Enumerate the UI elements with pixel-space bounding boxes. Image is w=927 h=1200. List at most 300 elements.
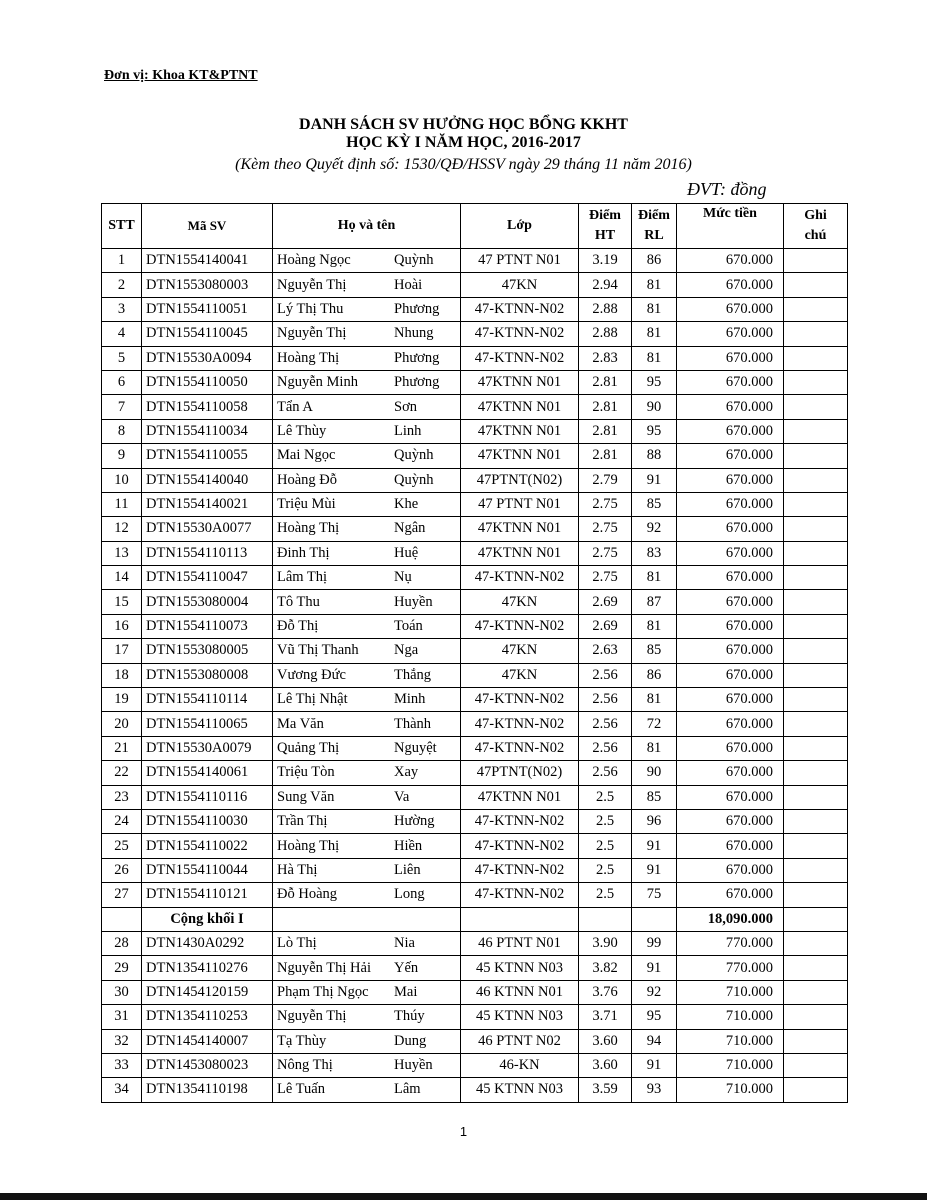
cell-ghichu xyxy=(784,663,848,687)
cell-ghichu xyxy=(784,1029,848,1053)
table-row xyxy=(102,346,848,370)
cell-lop: 47KTNN N01 xyxy=(461,419,579,443)
cell-stt: 9 xyxy=(102,444,142,468)
header-ghichu xyxy=(784,204,848,249)
cell-ho: Hoàng Đỗ xyxy=(277,471,338,488)
cell-diem-ht: 2.88 xyxy=(579,322,632,346)
cell-ghichu xyxy=(784,297,848,321)
cell-ten: Thắng xyxy=(394,666,432,683)
cell-diem-ht: 3.19 xyxy=(579,249,632,273)
cell-ten: Ngân xyxy=(394,520,426,537)
cell-lop: 47KN xyxy=(461,639,579,663)
cell-diem-rl: 92 xyxy=(632,980,677,1004)
cell-ghichu xyxy=(784,834,848,858)
cell-masv: DTN1553080004 xyxy=(142,590,273,614)
cell-diem-ht: 2.56 xyxy=(579,663,632,687)
cell-ho: Đinh Thị xyxy=(277,544,330,561)
cell-ten: Quỳnh xyxy=(394,252,434,269)
cell-muctien: 770.000 xyxy=(677,931,784,955)
cell-ghichu xyxy=(784,492,848,516)
cell-diem-ht: 2.94 xyxy=(579,273,632,297)
table-row xyxy=(102,834,848,858)
table-row xyxy=(102,883,848,907)
subtotal-row xyxy=(102,907,848,931)
cell-ho: Quảng Thị xyxy=(277,740,340,756)
cell-diem-ht: 2.5 xyxy=(579,834,632,858)
subtotal-note-cell xyxy=(784,907,848,931)
cell-diem-ht: 2.75 xyxy=(579,566,632,590)
cell-stt: 31 xyxy=(102,1005,142,1029)
cell-ho: Tẩn A xyxy=(277,398,313,415)
cell-lop: 45 KTNN N03 xyxy=(461,1078,579,1102)
cell-ho: Đỗ Thị xyxy=(277,618,319,635)
subtotal-empty-cell xyxy=(632,907,677,931)
cell-muctien: 710.000 xyxy=(677,1029,784,1053)
subtotal-amount: 18,090.000 xyxy=(677,907,784,931)
cell-hoten xyxy=(273,468,461,492)
cell-ghichu xyxy=(784,444,848,468)
header-lop: Lớp xyxy=(461,204,579,249)
cell-hoten xyxy=(273,883,461,907)
currency-unit: ĐVT: đồng xyxy=(687,179,767,199)
cell-diem-rl: 81 xyxy=(632,736,677,760)
cell-diem-ht: 2.69 xyxy=(579,590,632,614)
cell-ten: Linh xyxy=(394,422,422,439)
header-diem-ht xyxy=(579,204,632,249)
cell-diem-rl: 75 xyxy=(632,883,677,907)
cell-masv: DTN1554110055 xyxy=(142,444,273,468)
cell-hoten xyxy=(273,273,461,297)
cell-muctien: 670.000 xyxy=(677,566,784,590)
cell-masv: DTN1554110050 xyxy=(142,370,273,394)
cell-ten: Yến xyxy=(394,959,419,976)
cell-stt: 14 xyxy=(102,566,142,590)
cell-masv: DTN1554140040 xyxy=(142,468,273,492)
cell-ten: Hiền xyxy=(394,837,423,854)
cell-ho: Nguyễn Thị xyxy=(277,276,347,293)
cell-lop: 47-KTNN-N02 xyxy=(461,346,579,370)
cell-hoten xyxy=(273,931,461,955)
cell-masv: DTN1554110116 xyxy=(142,785,273,809)
cell-hoten xyxy=(273,712,461,736)
cell-hoten xyxy=(273,858,461,882)
cell-diem-ht: 2.56 xyxy=(579,688,632,712)
cell-muctien: 670.000 xyxy=(677,761,784,785)
cell-masv: DTN1554110045 xyxy=(142,322,273,346)
cell-muctien: 670.000 xyxy=(677,590,784,614)
cell-lop: 47-KTNN-N02 xyxy=(461,834,579,858)
cell-muctien: 670.000 xyxy=(677,858,784,882)
cell-hoten xyxy=(273,663,461,687)
cell-diem-rl: 81 xyxy=(632,688,677,712)
subtotal-empty-cell xyxy=(579,907,632,931)
cell-ten: Dung xyxy=(394,1032,427,1049)
header-ghichu-line2: chú xyxy=(804,228,827,243)
header-diem-rl-line1: Điểm xyxy=(638,208,670,223)
cell-masv: DTN1554110065 xyxy=(142,712,273,736)
cell-ho: Nguyễn Thị xyxy=(277,1008,347,1025)
cell-ghichu xyxy=(784,688,848,712)
header-diem-rl-line2: RL xyxy=(644,228,664,243)
cell-stt: 18 xyxy=(102,663,142,687)
cell-ho: Hoàng Ngọc xyxy=(277,252,351,269)
cell-ho: Trần Thị xyxy=(277,813,328,830)
cell-ho: Lý Thị Thu xyxy=(277,300,344,317)
cell-stt: 15 xyxy=(102,590,142,614)
table-row xyxy=(102,590,848,614)
table-row xyxy=(102,468,848,492)
cell-muctien: 670.000 xyxy=(677,736,784,760)
cell-lop: 47-KTNN-N02 xyxy=(461,688,579,712)
cell-ten: Sơn xyxy=(394,398,417,415)
cell-stt: 22 xyxy=(102,761,142,785)
page-bottom-edge xyxy=(0,1193,927,1200)
cell-stt: 32 xyxy=(102,1029,142,1053)
cell-muctien: 710.000 xyxy=(677,1078,784,1102)
cell-diem-rl: 99 xyxy=(632,931,677,955)
table-header-row xyxy=(102,204,848,249)
cell-ho: Mai Ngọc xyxy=(277,447,336,464)
cell-ten: Lâm xyxy=(394,1081,421,1098)
cell-ten: Quỳnh xyxy=(394,447,434,464)
table-row xyxy=(102,395,848,419)
cell-ghichu xyxy=(784,346,848,370)
cell-muctien: 670.000 xyxy=(677,468,784,492)
cell-diem-rl: 81 xyxy=(632,346,677,370)
table-row xyxy=(102,249,848,273)
cell-muctien: 670.000 xyxy=(677,395,784,419)
cell-lop: 47KTNN N01 xyxy=(461,444,579,468)
cell-diem-ht: 2.56 xyxy=(579,712,632,736)
cell-ghichu xyxy=(784,931,848,955)
cell-hoten xyxy=(273,249,461,273)
cell-diem-rl: 91 xyxy=(632,858,677,882)
cell-muctien: 670.000 xyxy=(677,663,784,687)
table-row xyxy=(102,444,848,468)
cell-ho: Hà Thị xyxy=(277,861,318,878)
cell-ten: Huyền xyxy=(394,593,433,610)
cell-ten: Huệ xyxy=(394,544,419,561)
cell-stt: 33 xyxy=(102,1053,142,1077)
cell-diem-ht: 2.63 xyxy=(579,639,632,663)
table-row xyxy=(102,639,848,663)
cell-ho: Hoàng Thị xyxy=(277,520,340,537)
cell-muctien: 670.000 xyxy=(677,444,784,468)
cell-hoten xyxy=(273,590,461,614)
cell-hoten xyxy=(273,395,461,419)
table-row xyxy=(102,492,848,516)
cell-ghichu xyxy=(784,736,848,760)
cell-diem-ht: 2.5 xyxy=(579,883,632,907)
cell-ghichu xyxy=(784,809,848,833)
cell-hoten xyxy=(273,1078,461,1102)
cell-lop: 47-KTNN-N02 xyxy=(461,883,579,907)
cell-hoten xyxy=(273,614,461,638)
table-row xyxy=(102,273,848,297)
cell-diem-ht: 2.5 xyxy=(579,809,632,833)
header-ghichu-line1: Ghi xyxy=(804,208,827,223)
cell-stt: 13 xyxy=(102,541,142,565)
cell-diem-rl: 81 xyxy=(632,273,677,297)
cell-stt: 29 xyxy=(102,956,142,980)
cell-diem-rl: 81 xyxy=(632,614,677,638)
cell-masv: DTN1554110121 xyxy=(142,883,273,907)
cell-ten: Mai xyxy=(394,983,418,1000)
cell-muctien: 670.000 xyxy=(677,273,784,297)
cell-ten: Hoài xyxy=(394,276,423,293)
subtotal-label: Cộng khối I xyxy=(142,907,273,931)
cell-diem-rl: 91 xyxy=(632,1053,677,1077)
table-row xyxy=(102,688,848,712)
cell-ghichu xyxy=(784,395,848,419)
cell-diem-rl: 95 xyxy=(632,419,677,443)
cell-diem-rl: 90 xyxy=(632,395,677,419)
cell-stt: 17 xyxy=(102,639,142,663)
cell-ten: Nia xyxy=(394,935,415,952)
cell-ho: Vũ Thị Thanh xyxy=(277,642,359,659)
table-row xyxy=(102,736,848,760)
cell-lop: 46 PTNT N01 xyxy=(461,931,579,955)
cell-masv: DTN1554110113 xyxy=(142,541,273,565)
cell-hoten xyxy=(273,419,461,443)
cell-stt: 16 xyxy=(102,614,142,638)
cell-ho: Hoàng Thị xyxy=(277,837,340,854)
cell-lop: 47-KTNN-N02 xyxy=(461,858,579,882)
cell-lop: 47-KTNN-N02 xyxy=(461,297,579,321)
cell-ghichu xyxy=(784,517,848,541)
cell-stt: 25 xyxy=(102,834,142,858)
cell-stt: 34 xyxy=(102,1078,142,1102)
cell-masv: DTN1554140061 xyxy=(142,761,273,785)
cell-ho: Sung Văn xyxy=(277,788,335,805)
cell-hoten xyxy=(273,541,461,565)
cell-muctien: 670.000 xyxy=(677,883,784,907)
cell-diem-ht: 2.5 xyxy=(579,858,632,882)
table-row xyxy=(102,614,848,638)
cell-stt: 27 xyxy=(102,883,142,907)
cell-stt: 21 xyxy=(102,736,142,760)
cell-masv: DTN1554140021 xyxy=(142,492,273,516)
cell-ho: Lê Thị Nhật xyxy=(277,691,348,708)
cell-ho: Lò Thị xyxy=(277,935,317,952)
cell-muctien: 670.000 xyxy=(677,322,784,346)
header-diem-rl xyxy=(632,204,677,249)
cell-lop: 46 PTNT N02 xyxy=(461,1029,579,1053)
cell-hoten xyxy=(273,1053,461,1077)
cell-diem-rl: 96 xyxy=(632,809,677,833)
cell-muctien: 670.000 xyxy=(677,346,784,370)
cell-ghichu xyxy=(784,419,848,443)
cell-lop: 47KTNN N01 xyxy=(461,517,579,541)
cell-hoten xyxy=(273,297,461,321)
cell-ho: Phạm Thị Ngọc xyxy=(277,983,369,1000)
cell-stt: 12 xyxy=(102,517,142,541)
table-row xyxy=(102,712,848,736)
cell-diem-ht: 2.81 xyxy=(579,395,632,419)
cell-ho: Triệu Tòn xyxy=(277,764,335,781)
cell-hoten xyxy=(273,980,461,1004)
cell-diem-rl: 81 xyxy=(632,297,677,321)
cell-diem-rl: 85 xyxy=(632,492,677,516)
cell-ten: Toán xyxy=(394,618,423,635)
cell-masv: DTN1554110114 xyxy=(142,688,273,712)
header-masv: Mã SV xyxy=(142,204,273,249)
cell-lop: 47-KTNN-N02 xyxy=(461,736,579,760)
cell-muctien: 670.000 xyxy=(677,712,784,736)
cell-ghichu xyxy=(784,785,848,809)
cell-diem-ht: 2.81 xyxy=(579,370,632,394)
cell-ghichu xyxy=(784,468,848,492)
cell-stt: 7 xyxy=(102,395,142,419)
cell-masv: DTN1554140041 xyxy=(142,249,273,273)
header-muctien: Mức tiền xyxy=(677,204,784,249)
cell-ho: Đỗ Hoàng xyxy=(277,886,338,903)
cell-ghichu xyxy=(784,956,848,980)
table-row xyxy=(102,322,848,346)
cell-muctien: 670.000 xyxy=(677,614,784,638)
cell-hoten xyxy=(273,761,461,785)
cell-ho: Lâm Thị xyxy=(277,569,328,586)
cell-diem-rl: 94 xyxy=(632,1029,677,1053)
cell-diem-rl: 85 xyxy=(632,785,677,809)
cell-muctien: 670.000 xyxy=(677,809,784,833)
document-title: DANH SÁCH SV HƯỞNG HỌC BỔNG KKHT xyxy=(299,116,628,133)
cell-hoten xyxy=(273,1029,461,1053)
cell-hoten xyxy=(273,566,461,590)
cell-muctien: 670.000 xyxy=(677,834,784,858)
cell-stt: 23 xyxy=(102,785,142,809)
cell-diem-ht: 2.81 xyxy=(579,444,632,468)
cell-stt: 6 xyxy=(102,370,142,394)
cell-lop: 47PTNT(N02) xyxy=(461,468,579,492)
cell-muctien: 670.000 xyxy=(677,785,784,809)
cell-ten: Nga xyxy=(394,642,419,659)
cell-masv: DTN1554110044 xyxy=(142,858,273,882)
table-row xyxy=(102,297,848,321)
cell-stt: 8 xyxy=(102,419,142,443)
table-row xyxy=(102,1078,848,1102)
cell-hoten xyxy=(273,346,461,370)
cell-ghichu xyxy=(784,858,848,882)
cell-ghichu xyxy=(784,1005,848,1029)
cell-ghichu xyxy=(784,370,848,394)
table-row xyxy=(102,1005,848,1029)
cell-ho: Lê Tuấn xyxy=(277,1081,325,1098)
document-subtitle-term: HỌC KỲ I NĂM HỌC, 2016-2017 xyxy=(346,134,581,151)
cell-ho: Tô Thu xyxy=(277,593,320,610)
cell-masv: DTN1554110051 xyxy=(142,297,273,321)
cell-masv: DTN1454140007 xyxy=(142,1029,273,1053)
cell-ghichu xyxy=(784,883,848,907)
cell-muctien: 710.000 xyxy=(677,980,784,1004)
cell-masv: DTN1554110058 xyxy=(142,395,273,419)
cell-diem-ht: 3.60 xyxy=(579,1029,632,1053)
cell-diem-ht: 2.75 xyxy=(579,541,632,565)
cell-diem-rl: 72 xyxy=(632,712,677,736)
cell-diem-ht: 3.60 xyxy=(579,1053,632,1077)
table-row xyxy=(102,1029,848,1053)
cell-diem-ht: 3.82 xyxy=(579,956,632,980)
table-row xyxy=(102,663,848,687)
cell-lop: 47-KTNN-N02 xyxy=(461,566,579,590)
table-row xyxy=(102,370,848,394)
cell-diem-ht: 2.79 xyxy=(579,468,632,492)
cell-diem-rl: 95 xyxy=(632,370,677,394)
cell-lop: 47 PTNT N01 xyxy=(461,249,579,273)
cell-hoten xyxy=(273,322,461,346)
cell-stt: 24 xyxy=(102,809,142,833)
cell-hoten xyxy=(273,809,461,833)
table-row xyxy=(102,761,848,785)
table-row xyxy=(102,931,848,955)
cell-masv: DTN1553080003 xyxy=(142,273,273,297)
cell-ten: Nguyệt xyxy=(394,740,437,756)
cell-masv: DTN1454120159 xyxy=(142,980,273,1004)
cell-ho: Nguyễn Thị xyxy=(277,325,347,342)
cell-ghichu xyxy=(784,273,848,297)
cell-masv: DTN1354110253 xyxy=(142,1005,273,1029)
cell-muctien: 770.000 xyxy=(677,956,784,980)
cell-diem-rl: 88 xyxy=(632,444,677,468)
table-row xyxy=(102,956,848,980)
cell-stt: 19 xyxy=(102,688,142,712)
cell-muctien: 670.000 xyxy=(677,541,784,565)
cell-ten: Phương xyxy=(394,349,440,366)
cell-lop: 47 PTNT N01 xyxy=(461,492,579,516)
cell-diem-rl: 93 xyxy=(632,1078,677,1102)
header-hoten: Họ và tên xyxy=(273,204,461,249)
cell-stt: 11 xyxy=(102,492,142,516)
cell-ho: Hoàng Thị xyxy=(277,349,340,366)
table-row xyxy=(102,809,848,833)
cell-stt: 2 xyxy=(102,273,142,297)
cell-stt: 4 xyxy=(102,322,142,346)
cell-ghichu xyxy=(784,1078,848,1102)
cell-masv: DTN1553080005 xyxy=(142,639,273,663)
cell-ten: Xay xyxy=(394,764,419,781)
cell-ghichu xyxy=(784,541,848,565)
cell-masv: DTN1354110276 xyxy=(142,956,273,980)
cell-ho: Lê Thùy xyxy=(277,422,327,439)
cell-diem-ht: 3.76 xyxy=(579,980,632,1004)
cell-stt: 1 xyxy=(102,249,142,273)
cell-lop: 46 KTNN N01 xyxy=(461,980,579,1004)
cell-ten: Thành xyxy=(394,715,432,732)
cell-diem-rl: 90 xyxy=(632,761,677,785)
cell-ghichu xyxy=(784,761,848,785)
cell-diem-ht: 2.81 xyxy=(579,419,632,443)
table-row xyxy=(102,858,848,882)
cell-ten: Thúy xyxy=(394,1008,425,1025)
cell-ten: Phương xyxy=(394,300,440,317)
cell-lop: 46-KN xyxy=(461,1053,579,1077)
cell-lop: 47KN xyxy=(461,273,579,297)
cell-stt: 26 xyxy=(102,858,142,882)
cell-muctien: 670.000 xyxy=(677,297,784,321)
cell-masv: DTN15530A0094 xyxy=(142,346,273,370)
cell-diem-rl: 87 xyxy=(632,590,677,614)
cell-diem-rl: 95 xyxy=(632,1005,677,1029)
scholarship-table xyxy=(101,203,848,1103)
cell-stt: 30 xyxy=(102,980,142,1004)
cell-diem-rl: 83 xyxy=(632,541,677,565)
table-body xyxy=(102,249,848,1103)
cell-hoten xyxy=(273,736,461,760)
cell-diem-ht: 2.88 xyxy=(579,297,632,321)
cell-hoten xyxy=(273,1005,461,1029)
unit-label: Đơn vị: Khoa KT&PTNT xyxy=(104,68,258,83)
cell-ten: Quỳnh xyxy=(394,471,434,488)
